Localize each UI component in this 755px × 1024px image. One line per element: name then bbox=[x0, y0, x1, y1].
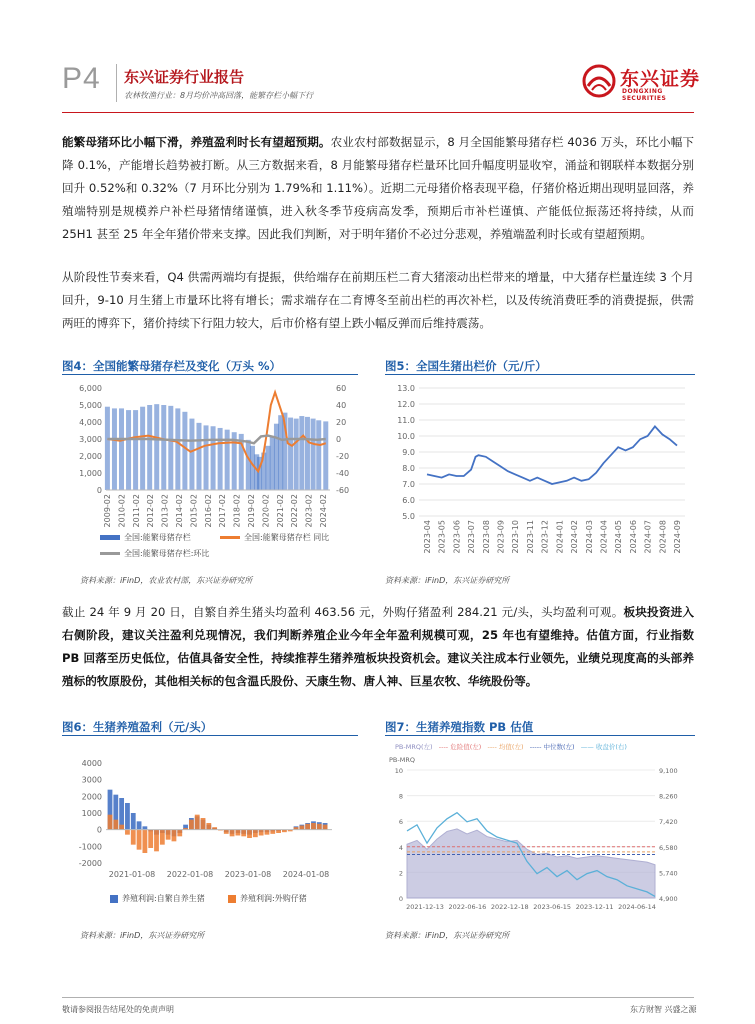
fig4-bar bbox=[299, 416, 304, 490]
fig4-yleft-tick: 0 bbox=[96, 486, 102, 495]
fig4-bar bbox=[204, 425, 209, 490]
fig4-x-tick: 2015-02 bbox=[189, 494, 199, 528]
fig5-x-tick: 2023-08 bbox=[481, 520, 491, 554]
fig4-yleft-tick: 1,000 bbox=[79, 469, 102, 478]
fig5-x-tick: 2024-01 bbox=[555, 520, 565, 554]
fig6-y-tick: 4000 bbox=[81, 759, 102, 768]
report-title: 东兴证券行业报告 bbox=[124, 68, 245, 86]
fig4-bar bbox=[311, 419, 316, 490]
fig6-x-tick: 2023-01-08 bbox=[224, 870, 272, 879]
fig5-x-tick: 2024-07 bbox=[643, 520, 653, 554]
fig6-bar bbox=[195, 815, 200, 830]
fig4-bar bbox=[316, 420, 321, 490]
fig7-source: 资料来源：iFinD，东兴证券研究所 bbox=[385, 931, 510, 940]
fig4-yleft-tick: 4,000 bbox=[79, 418, 102, 427]
paragraph-2 bbox=[62, 266, 694, 335]
fig6-bar bbox=[166, 830, 171, 840]
fig4-x-tick: 2010-02 bbox=[117, 494, 127, 528]
fig6-bar bbox=[230, 830, 235, 837]
fig4-title: 图4：全国能繁母猪存栏及变化（万头 %） bbox=[62, 359, 282, 373]
header-rule bbox=[62, 112, 694, 113]
fig4-yright-tick: 40 bbox=[336, 401, 347, 410]
fig7-x-tick: 2022-06-16 bbox=[448, 903, 487, 911]
fig6-bar bbox=[189, 820, 194, 830]
fig5-x-tick: 2023-11 bbox=[525, 520, 535, 554]
fig5-x-tick: 2023-09 bbox=[496, 520, 506, 554]
fig4-x-tick: 2013-02 bbox=[160, 494, 170, 528]
fig6-y-tick: 1000 bbox=[81, 809, 102, 818]
fig5-x-tick: 2024-02 bbox=[570, 520, 580, 554]
fig6-y-tick: 2000 bbox=[81, 792, 102, 802]
paragraph-3 bbox=[62, 601, 694, 693]
paragraph-3-body: 截止 24 年 9 月 20 日，自繁自养生猪头均盈利 463.56 元，外购仔猪盈利 284.21 元/头，头均盈利可观。 bbox=[62, 605, 624, 619]
fig4-x-tick: 2022-02 bbox=[290, 494, 300, 528]
fig5-x-tick: 2024-09 bbox=[673, 520, 682, 554]
fig4-x-tick: 2019-02 bbox=[247, 494, 256, 528]
fig6-bar bbox=[142, 830, 147, 853]
fig4-chart bbox=[62, 378, 362, 558]
fig4-x-tick: 2012-02 bbox=[146, 494, 156, 528]
fig4-legend-label-2: 全国:能繁母猪存栏 同比 bbox=[244, 533, 330, 542]
fig5-y-tick: 8.0 bbox=[402, 464, 415, 473]
fig6-bar bbox=[259, 830, 264, 836]
fig4-yright-tick: -40 bbox=[336, 469, 350, 478]
fig5-y-tick: 9.0 bbox=[402, 448, 415, 457]
footer-slogan: 东方财智 兴盛之源 bbox=[630, 1005, 697, 1014]
fig4-x-tick: 2014-02 bbox=[175, 494, 184, 528]
fig7-yright-tick: 6,580 bbox=[659, 843, 678, 852]
fig5-x-tick: 2024-06 bbox=[628, 520, 638, 554]
fig4-yright-tick: 20 bbox=[336, 418, 347, 427]
fig6-bar bbox=[131, 813, 136, 830]
fig6-bar bbox=[311, 823, 316, 830]
fig4-bar bbox=[112, 408, 117, 490]
fig7-yright-tick: 7,420 bbox=[659, 818, 678, 827]
fig6-x-tick: 2021-01-08 bbox=[108, 870, 156, 879]
footer-rule bbox=[62, 997, 694, 998]
fig4-bar bbox=[175, 408, 180, 490]
fig5-price-line bbox=[427, 426, 677, 484]
fig7-legend-item-5: —— 收盘价(右) bbox=[580, 743, 627, 751]
fig6-bar bbox=[201, 818, 206, 830]
paragraph-1 bbox=[62, 131, 694, 246]
fig7-legend-item-3: ---- 均值(左) bbox=[487, 743, 524, 751]
fig6-bar bbox=[108, 815, 113, 830]
fig4-bar bbox=[211, 426, 216, 490]
fig5-x-tick: 2024-04 bbox=[599, 520, 609, 554]
fig7-legend-item-4: ----- 中位数(左) bbox=[529, 743, 575, 751]
fig4-x-tick: 2021-02 bbox=[275, 494, 285, 528]
fig4-bar bbox=[323, 421, 328, 490]
fig5-title-rule bbox=[385, 374, 695, 375]
logo-text-cn: 东兴证券 bbox=[620, 68, 701, 90]
fig5-y-tick: 13.0 bbox=[397, 384, 415, 393]
fig5-x-tick: 2023-12 bbox=[540, 520, 550, 554]
fig4-source: 资料来源：iFinD，农业农村部，东兴证券研究所 bbox=[80, 576, 253, 585]
fig4-bar bbox=[189, 419, 194, 490]
fig6-bar bbox=[125, 830, 130, 835]
company-logo bbox=[582, 62, 702, 102]
fig5-x-tick: 2023-06 bbox=[452, 520, 462, 554]
fig7-yleft-tick: 2 bbox=[398, 869, 403, 878]
fig5-x-tick: 2023-05 bbox=[437, 520, 447, 554]
fig6-bar bbox=[137, 830, 142, 850]
fig6-bar bbox=[276, 830, 281, 833]
page-number: P4 bbox=[62, 62, 101, 95]
fig6-bar bbox=[177, 830, 182, 837]
fig6-legend-swatch-2 bbox=[228, 895, 236, 903]
fig4-legend-label-3: 全国:能繁母猪存栏:环比 bbox=[124, 549, 210, 558]
fig7-x-tick: 2023-12-11 bbox=[575, 903, 614, 911]
fig7-legend bbox=[395, 742, 627, 751]
fig5-x-tick: 2023-07 bbox=[467, 520, 477, 554]
fig6-y-tick: -2000 bbox=[78, 859, 102, 868]
fig7-title: 图7：生猪养殖指数 PB 估值 bbox=[385, 720, 534, 734]
fig7-chart bbox=[385, 752, 695, 912]
fig5-x-tick: 2024-08 bbox=[658, 520, 668, 554]
paragraph-3-bold: 板块投资进入右侧阶段，建议关注盈利兑现情况，我们判断养殖企业今年全年盈利规模可观，25 年也有望维持。估值方面，行业指数 PB 回落至历史低位，估值具备安全性，持续推荐生猪养殖板块投资机会。建议关注成本行业领先，业绩兑现度高的头部养殖标的牧原股份，其他相关标的包含温氏股份、天康生物、唐人神、巨星农牧、华统股份等。 bbox=[62, 605, 694, 688]
fig4-x-tick: 2009-02 bbox=[103, 494, 112, 528]
fig6-legend-label-2: 养殖利润:外购仔猪 bbox=[240, 894, 307, 903]
fig7-title-rule bbox=[385, 735, 695, 736]
fig6-bar bbox=[299, 826, 304, 830]
fig6-legend-swatch-1 bbox=[110, 895, 118, 903]
fig4-legend-1 bbox=[100, 532, 191, 543]
paragraph-1-body: 农业农村部数据显示，8 月全国能繁母猪存栏 4036 万头，环比小幅下降 0.1%，产能增长趋势被打断。从三方数据来看，8 月能繁母猪存栏量环比回升幅度明显收窄，涌益和钢联样本数据分别回升 0.52%和 0.32%（7 月环比分别为 1.79%和 1.11%）。近期二元母猪价格表现平稳，仔猪价格近期出现明显回落，养殖端特别是规模养户补栏母猪情绪谨慎，进入秋冬季节疫病高发季，预期后市补栏谨慎、产能低位振荡还将持续，从而 25H1 甚至 25 年全年猪价带来支撑。因此我们判断，对于明年猪价不必过分悲观，养殖端盈利时长或有望超预期。 bbox=[62, 135, 694, 241]
fig7-yright-tick: 8,260 bbox=[659, 792, 678, 801]
fig5-x-tick: 2023-10 bbox=[511, 520, 521, 554]
fig4-legend-label-1: 全国:能繁母猪存栏 bbox=[124, 533, 191, 542]
fig6-bar bbox=[241, 830, 246, 837]
fig7-pb-area bbox=[407, 829, 655, 898]
fig6-bar bbox=[253, 830, 258, 838]
fig6-y-tick: 0 bbox=[96, 825, 102, 835]
fig6-bar bbox=[317, 824, 322, 830]
fig4-bar bbox=[119, 408, 124, 490]
fig4-yright-tick: 0 bbox=[336, 435, 342, 444]
fig6-y-tick: -1000 bbox=[78, 842, 102, 852]
fig6-bar bbox=[305, 824, 310, 830]
logo-text-en: DONGXING SECURITIES bbox=[622, 88, 667, 102]
fig6-title: 图6：生猪养殖盈利（元/头） bbox=[62, 720, 213, 734]
fig6-bar bbox=[160, 830, 165, 845]
logo-mark-icon bbox=[582, 64, 616, 98]
fig7-yleft-tick: 0 bbox=[398, 895, 403, 903]
fig4-x-tick: 2011-02 bbox=[131, 494, 141, 528]
fig4-legend-swatch-1 bbox=[100, 535, 120, 540]
fig5-y-tick: 12.0 bbox=[397, 400, 415, 409]
fig6-chart bbox=[62, 745, 362, 895]
fig6-bar bbox=[247, 830, 252, 838]
fig4-bar bbox=[161, 405, 166, 490]
fig4-bar bbox=[133, 410, 138, 490]
fig6-bar bbox=[131, 830, 136, 845]
fig7-yright-tick: 9,100 bbox=[659, 767, 678, 775]
fig5-y-tick: 11.0 bbox=[397, 416, 415, 425]
fig4-bar bbox=[294, 419, 299, 490]
fig7-x-tick: 2021-12-13 bbox=[406, 903, 444, 911]
fig4-yright-tick: 60 bbox=[336, 384, 347, 393]
fig6-x-tick: 2024-01-08 bbox=[282, 870, 330, 879]
fig7-legend-item-2: ---- 危险值(左) bbox=[438, 743, 482, 751]
fig4-bar bbox=[305, 417, 310, 490]
fig7-yleft-tick: 10 bbox=[394, 767, 403, 775]
fig5-x-tick: 2023-04 bbox=[423, 520, 432, 554]
fig6-bar bbox=[119, 825, 124, 830]
fig4-bar bbox=[168, 406, 173, 490]
fig4-title-rule bbox=[62, 374, 358, 375]
fig4-bar bbox=[147, 405, 152, 490]
fig6-bar bbox=[154, 830, 159, 852]
fig6-bar bbox=[323, 825, 328, 830]
fig7-x-tick: 2022-12-18 bbox=[490, 903, 529, 911]
fig6-bar bbox=[125, 803, 130, 830]
fig5-y-tick: 6.0 bbox=[402, 496, 415, 505]
fig4-x-tick: 2017-02 bbox=[218, 494, 228, 528]
fig6-bar bbox=[137, 821, 142, 829]
fig6-bar bbox=[270, 830, 275, 834]
paragraph-1-lead: 能繁母猪环比小幅下滑，养殖盈利时长有望超预期。 bbox=[62, 135, 331, 149]
fig6-bar bbox=[113, 820, 118, 830]
fig4-yleft-tick: 6,000 bbox=[79, 384, 102, 393]
fig6-y-tick: 3000 bbox=[81, 775, 102, 785]
fig4-yright-tick: -20 bbox=[336, 452, 350, 461]
fig4-x-tick: 2016-02 bbox=[203, 494, 213, 528]
fig4-yleft-tick: 5,000 bbox=[79, 401, 102, 410]
fig4-yright-tick: -60 bbox=[336, 486, 350, 495]
fig4-yleft-tick: 3,000 bbox=[79, 435, 102, 444]
fig6-legend-1 bbox=[110, 893, 205, 904]
fig5-y-tick: 7.0 bbox=[402, 480, 415, 489]
fig6-title-rule bbox=[62, 735, 358, 736]
fig5-title: 图5：全国生猪出栏价（元/斤） bbox=[385, 359, 547, 373]
fig4-legend-swatch-2 bbox=[220, 536, 240, 539]
fig6-bar bbox=[148, 830, 153, 848]
fig4-x-tick: 2020-02 bbox=[261, 494, 271, 528]
fig7-yleft-label: PB-MRQ bbox=[389, 756, 415, 764]
fig4-legend-3 bbox=[100, 548, 209, 559]
fig6-source: 资料来源：iFinD，东兴证券研究所 bbox=[80, 931, 205, 940]
fig6-bar bbox=[265, 830, 270, 835]
fig6-legend-label-1: 养殖利润:自繁自养生猪 bbox=[122, 894, 205, 903]
fig4-bar bbox=[182, 412, 187, 490]
fig7-x-tick: 2024-06-14 bbox=[618, 903, 656, 911]
fig5-y-tick: 5.0 bbox=[402, 512, 415, 521]
fig7-yleft-tick: 8 bbox=[398, 792, 403, 801]
fig4-bar bbox=[126, 410, 131, 490]
header-divider bbox=[116, 64, 117, 102]
fig4-bar bbox=[218, 428, 223, 490]
fig7-yright-tick: 4,900 bbox=[659, 895, 678, 903]
fig7-x-tick: 2023-06-15 bbox=[533, 903, 572, 911]
fig7-yleft-tick: 6 bbox=[398, 818, 403, 827]
fig4-x-tick: 2023-02 bbox=[304, 494, 314, 528]
fig4-x-tick: 2018-02 bbox=[232, 494, 242, 528]
report-subtitle: 农林牧渔行业：8月均价冲高回落，能繁存栏小幅下行 bbox=[124, 91, 314, 100]
fig6-bar bbox=[235, 830, 240, 836]
fig5-chart bbox=[385, 378, 695, 563]
fig5-source: 资料来源：iFinD，东兴证券研究所 bbox=[385, 576, 510, 585]
fig7-yright-tick: 5,740 bbox=[659, 869, 678, 878]
fig6-legend-2 bbox=[228, 893, 307, 904]
fig7-yleft-tick: 4 bbox=[398, 843, 403, 852]
fig4-x-tick: 2024-02 bbox=[319, 494, 328, 528]
fig4-legend-swatch-3 bbox=[100, 552, 120, 555]
fig5-x-tick: 2024-05 bbox=[614, 520, 624, 554]
fig6-bar bbox=[224, 830, 229, 834]
footer-disclaimer: 敬请参阅报告结尾处的免责声明 bbox=[62, 1005, 174, 1014]
fig4-bar bbox=[140, 407, 145, 490]
fig4-yleft-tick: 2,000 bbox=[79, 452, 102, 461]
fig5-x-tick: 2024-03 bbox=[584, 520, 594, 554]
fig5-y-tick: 10.0 bbox=[397, 432, 415, 441]
fig4-bar bbox=[288, 418, 293, 490]
paragraph-2-body: 从阶段性节奏来看，Q4 供需两端均有提振，供给端存在前期压栏二育大猪滚动出栏带来的增量，中大猪存栏量连续 3 个月回升，9-10 月生猪上市量环比将有增长；需求端存在二育博冬至前出栏的再次补栏，以及传统消费旺季的消费提振，供需两旺的博弈下，猪价持续下行阻力较大，后市价格有望上跌小幅反弹而后维持震荡。 bbox=[62, 270, 694, 330]
fig4-bar bbox=[154, 404, 159, 490]
fig4-bar bbox=[105, 407, 110, 490]
fig6-bar bbox=[206, 823, 211, 830]
fig4-bar bbox=[196, 423, 201, 490]
fig7-legend-item-1: PB-MRQ(左) bbox=[395, 743, 433, 751]
fig6-bar bbox=[172, 830, 177, 842]
fig6-x-tick: 2022-01-08 bbox=[166, 870, 214, 879]
fig4-legend-2 bbox=[220, 532, 329, 543]
